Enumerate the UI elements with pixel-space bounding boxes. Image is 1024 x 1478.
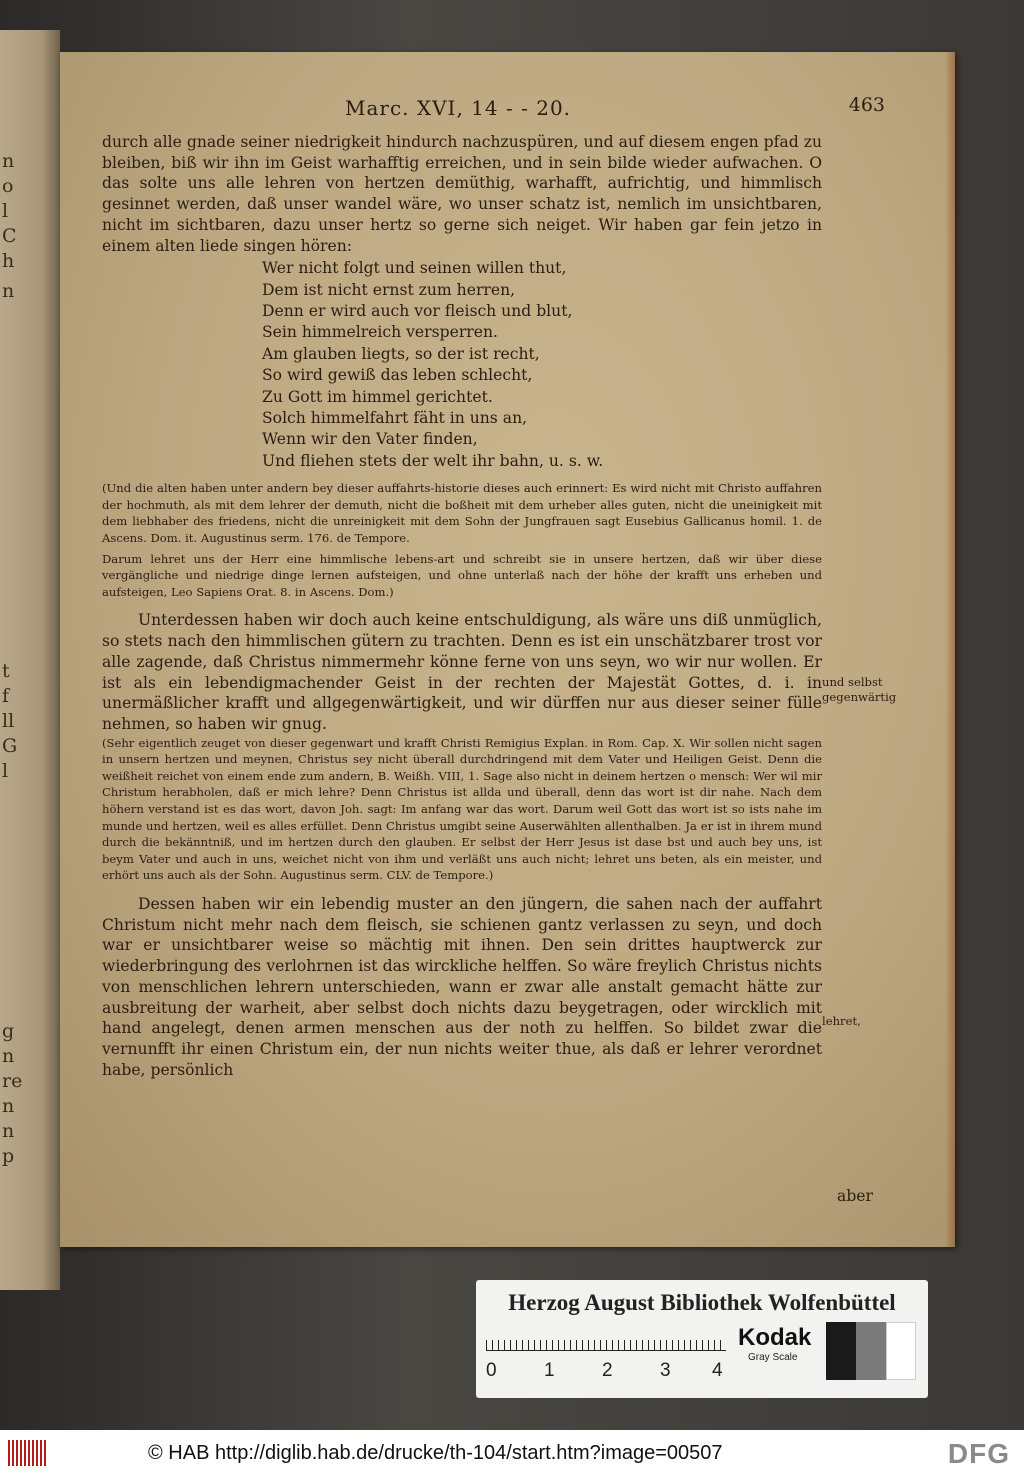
running-title: Marc. XVI, 14 - - 20.	[345, 96, 572, 120]
footnote: (Sehr eigentlich zeuget von dieser gegenwart und krafft Christi Remigius Explan. in Rom. Cap. X. Wir sollen nicht sagen in unsern hertzen und meynen, Christus sey nicht überall durchdringend mit dem Vater und Heiligen Geist. Denn die weißheit reichet von einem ende zum andern, B. Weißh. VIII, 1. Sage also nicht in deinem hertzen o mensch: Wer wil mir Christum herabholen, daß er mich lehre? Denn Christus ist allda und überall, denn das wort ist dir nahe. Nach dem höhern verstand ist es das wort, davon Joh. sagt: Im anfang war das wort. Darum weil Gott das wort ist so ists nahe im munde und hertzen, weil es alles erfüllet. Denn Christus umgibt seine Auserwählten allenthalben. Ja er ist in ihrem mund durch die bekänntniß, und im hertzen durch den glauben. Er selbst der Herr Jesus ist dase bst und auch bey uns, ist beym Vater und auch in uns, weichet nicht von ihm und verläßt uns auch nicht; lehret uns beten, als ein meister, und erhört uns auch als der Sohn. Augustinus serm. CLV. de Tempore.)	[102, 735, 822, 883]
ruler-number: 2	[602, 1360, 613, 1381]
book-page	[60, 52, 955, 1247]
adjacent-page-fragment: re	[2, 1070, 23, 1092]
verse-line: Zu Gott im himmel gerichtet.	[262, 387, 493, 406]
adjacent-page-fragment: g	[2, 1020, 15, 1042]
copyright-link[interactable]: © HAB http://diglib.hab.de/drucke/th-104/start.htm?image=00507	[148, 1442, 723, 1464]
catchword: aber	[837, 1187, 873, 1205]
hymn-verse	[262, 258, 822, 472]
verse-line: Am glauben liegts, so der ist recht,	[262, 344, 540, 363]
ruler-number: 1	[544, 1360, 555, 1381]
verse-line: So wird gewiß das leben schlecht,	[262, 366, 533, 385]
verse-line: Sein himmelreich versperren.	[262, 323, 498, 342]
adjacent-page-fragment: p	[2, 1145, 15, 1167]
swatch-white	[886, 1322, 916, 1380]
color-calibration-card	[476, 1280, 928, 1398]
paragraph: Unterdessen haben wir doch auch keine entschuldigung, als wäre uns diß unmüglich, so stets nach den himmlischen gütern zu trachten. Denn es ist ein unschätzbarer trost vor alle zagende, daß Christus nimmermehr könne ferne von uns seyn, wo wir nur wollen. Er ist als ein lebendigmachender Geist in der rechten der Majestät Gottes, d. i. in unermäßlicher krafft und allgegenwärtigkeit, und wir dürffen nur aus dieser seiner fülle nehmen, so haben wir gnug.	[102, 611, 822, 733]
adjacent-page-fragment: t	[2, 660, 10, 682]
ruler-number: 3	[660, 1360, 671, 1381]
ruler	[486, 1328, 726, 1351]
ruler-number: 0	[486, 1360, 497, 1381]
paragraph: durch alle gnade seiner niedrigkeit hindurch nachzuspüren, und auf diesem engen pfad zu bleiben, biß wir ihn im Geist warhafftig erreichen, und in sein bilde wieder aufwachen. O das solte uns alle lehren von hertzen demüthig, warhafft, aufrichtig, und himmlisch gesinnet werden, daß unser wandel wäre, wo unser schatz ist, nemlich im unsichtbaren, nicht im sichtbaren, dazu unser hertz so gerne sich neiget. Wir haben gar fein jetzo in einem alten liede singen hören:	[102, 133, 822, 255]
adjacent-page-fragment: l	[2, 200, 9, 222]
adjacent-page-fragment: G	[2, 735, 18, 757]
page-number: 463	[848, 94, 885, 116]
adjacent-page-fragment: f	[2, 685, 10, 707]
paragraph: Dessen haben wir ein lebendig muster an den jüngern, die sahen nach der auffahrt Christum nicht mehr nach dem fleisch, sie schienen gantz verlassen zu seyn, und doch war er unsichtbarer weise so mächtig mit ihnen. Den sein drittes hauptwerck zur wiederbringung des verlohrnen ist das wirckliche helffen. So wäre freylich Christus nichts von menschlichen lehrern unterschieden, wann er zwar alle anstalt gemacht hätte zur ausbreitung der warheit, aber selbst doch nichts dazu beygetragen, oder wircklich mit hand angelegt, denen armen menschen aus der noth zu helffen. So bildet zwar die vernunfft ihr einen Christum ein, der nun nichts weiter thue, als daß er lehrer verordnet habe, persönlich	[102, 895, 822, 1079]
ruler-number: 4	[712, 1360, 723, 1381]
swatch-black	[826, 1322, 856, 1380]
footnote: (Und die alten haben unter andern bey dieser auffahrts-historie dieses auch erinnert: Es wird nicht mit Christo auffahren der hochmuth, als mit dem lehrer der demuth, nicht die boßheit mit dem urheber alles guten, nicht die uneinigkeit mit dem liebhaber des friedens, nicht die unreinigkeit mit dem Sohn der Jungfrauen sagt Eusebius Gallicanus homil. 1. de Ascens. Dom. it. Augustinus serm. 176. de Tempore.	[102, 481, 822, 546]
adjacent-page-fragment: ll	[2, 710, 15, 732]
page-text	[102, 132, 822, 1080]
adjacent-page-fragment: n	[2, 150, 15, 172]
footnote: Darum lehret uns der Herr eine himmlische lebens-art und schreibt sie in unsere hertzen, daß wir über diese vergängliche und niedrige dinge lernen aufsteigen, und ohne unterlaß nach der höhe der krafft uns erheben und aufsteigen, Leo Sapiens Orat. 8. in Ascens. Dom.)	[102, 551, 822, 599]
adjacent-page-fragment: n	[2, 1095, 15, 1117]
adjacent-page-fragment: C	[2, 225, 17, 247]
dfg-logo: DFG	[947, 1438, 1010, 1469]
library-name: Herzog August Bibliothek Wolfenbüttel	[508, 1290, 896, 1315]
verse-line: Solch himmelfahrt fäht in uns an,	[262, 409, 528, 428]
swatch-gray	[856, 1322, 886, 1380]
adjacent-page-fragment: n	[2, 1120, 15, 1142]
kodak-logo: Kodak	[738, 1324, 812, 1351]
adjacent-page-fragment: h	[2, 250, 15, 272]
adjacent-page-fragment: l	[2, 760, 9, 782]
adjacent-page-fragment: o	[2, 175, 14, 197]
gray-scale-label: Gray Scale	[748, 1352, 798, 1363]
adjacent-page-edge	[0, 30, 60, 1290]
adjacent-page-fragment: n	[2, 1045, 15, 1067]
verse-line: Und fliehen stets der welt ihr bahn, u. s. w.	[262, 451, 604, 470]
barcode-icon	[8, 1440, 48, 1466]
verse-line: Wer nicht folgt und seinen willen thut,	[262, 259, 567, 278]
verse-line: Dem ist nicht ernst zum herren,	[262, 280, 516, 299]
verse-line: Wenn wir den Vater finden,	[262, 430, 478, 449]
margin-note: lehret,	[822, 1014, 861, 1028]
margin-note: und selbst gegenwärtig	[822, 675, 897, 704]
verse-line: Denn er wird auch vor fleisch und blut,	[262, 302, 573, 321]
page-header	[60, 96, 955, 126]
adjacent-page-fragment: n	[2, 280, 15, 302]
viewer-footer	[0, 1430, 1024, 1478]
